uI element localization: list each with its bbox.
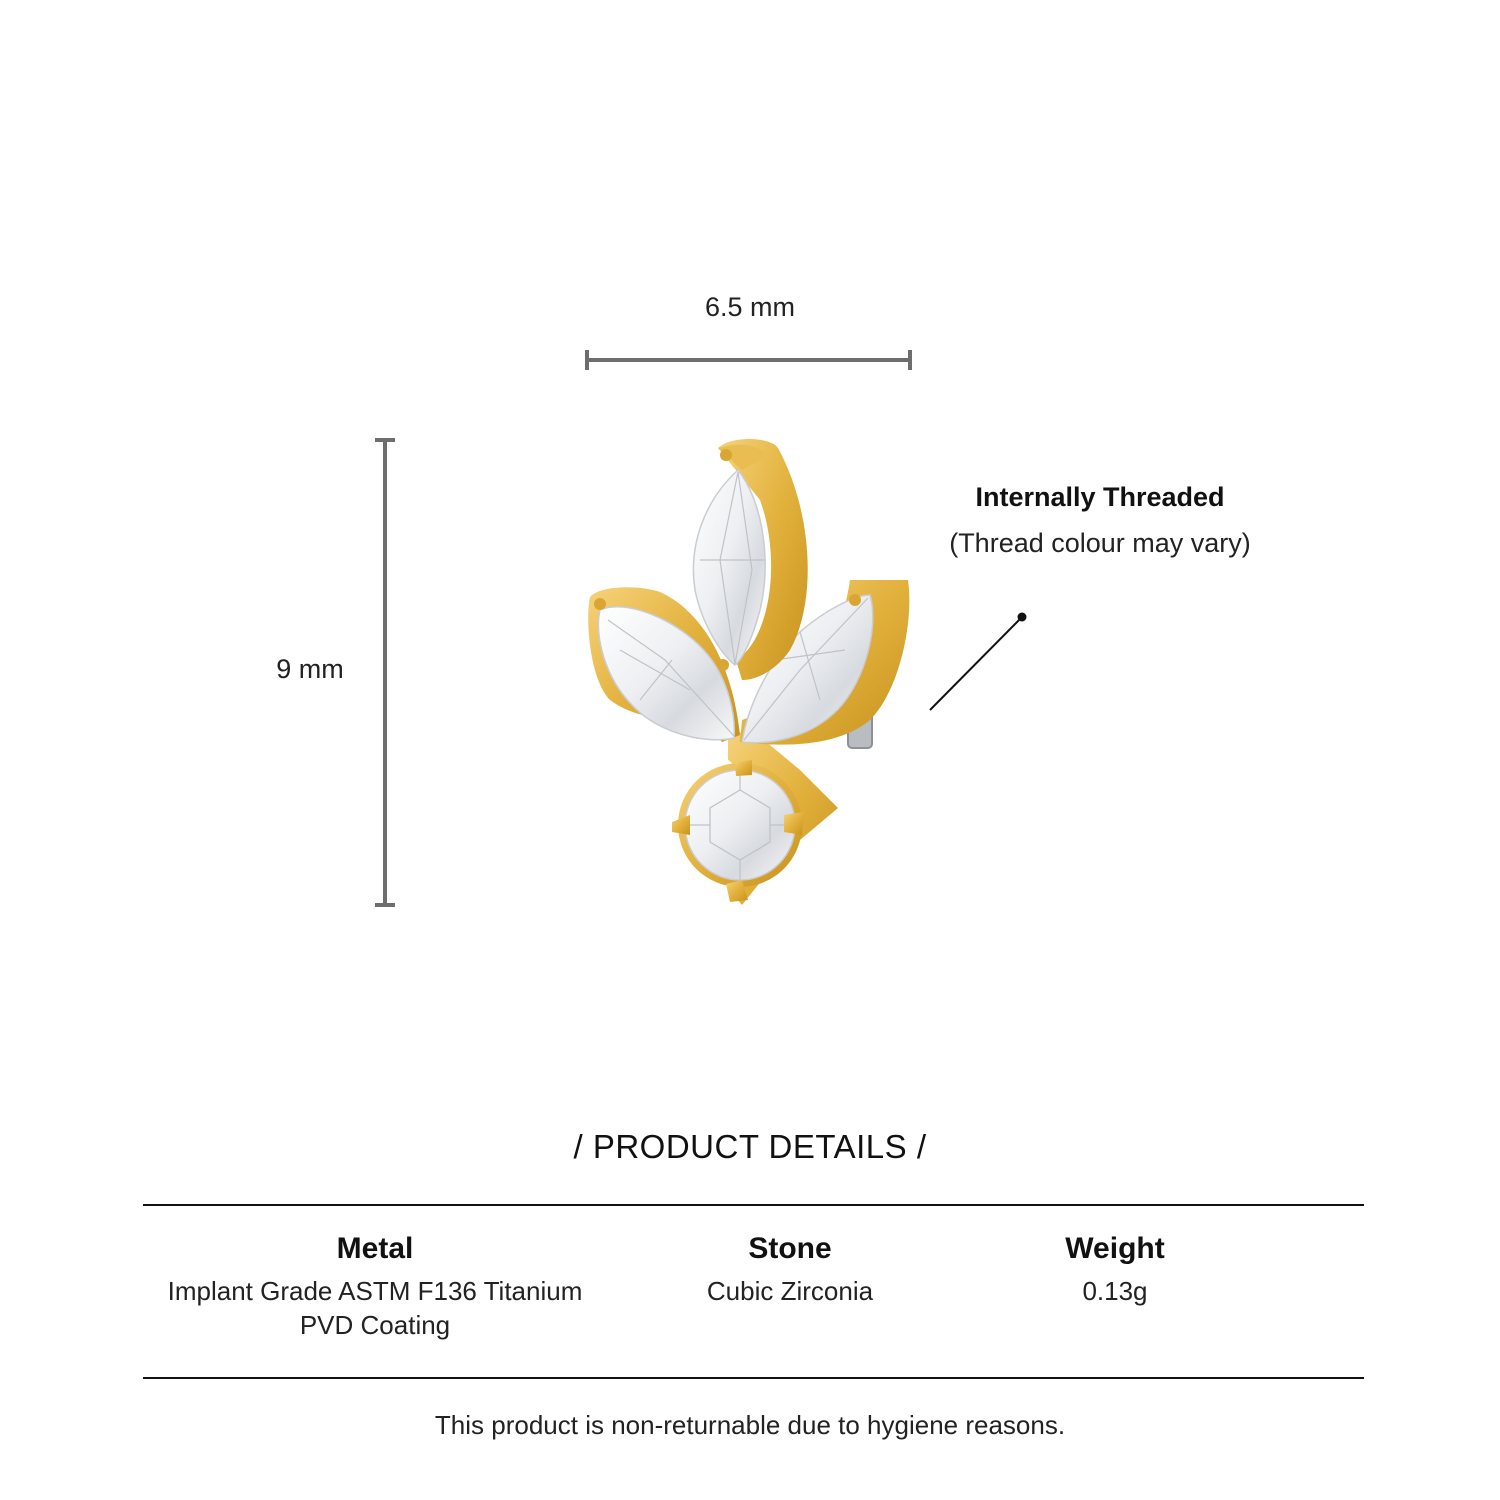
- thread-callout-subtitle: (Thread colour may vary): [949, 528, 1251, 558]
- height-measurement-label: 9 mm: [276, 654, 344, 684]
- stone-column: [640, 1232, 940, 1308]
- details-bottom-divider: [143, 1377, 1364, 1379]
- product-details-heading: / PRODUCT DETAILS /: [573, 1128, 927, 1165]
- height-dimension-line: [375, 440, 395, 905]
- metal-value-line-1: Implant Grade ASTM F136 Titanium: [167, 1276, 583, 1306]
- thread-callout-title: Internally Threaded: [975, 482, 1225, 512]
- callout-pointer: [930, 613, 1027, 711]
- stone-heading: Stone: [748, 1232, 832, 1265]
- metal-column: [140, 1232, 610, 1342]
- width-dimension-line: [587, 350, 910, 370]
- width-measurement-label: 6.5 mm: [704, 292, 796, 322]
- details-top-divider: [143, 1204, 1364, 1206]
- weight-value: 0.13g: [1082, 1276, 1148, 1306]
- earring-product: [588, 439, 909, 905]
- metal-value-line-2: PVD Coating: [299, 1310, 451, 1340]
- weight-column: [1000, 1232, 1230, 1308]
- metal-heading: Metal: [336, 1232, 414, 1265]
- stone-value: Cubic Zirconia: [706, 1276, 874, 1306]
- weight-heading: Weight: [1065, 1232, 1165, 1265]
- returns-notice: This product is non-returnable due to hygiene reasons.: [434, 1410, 1066, 1440]
